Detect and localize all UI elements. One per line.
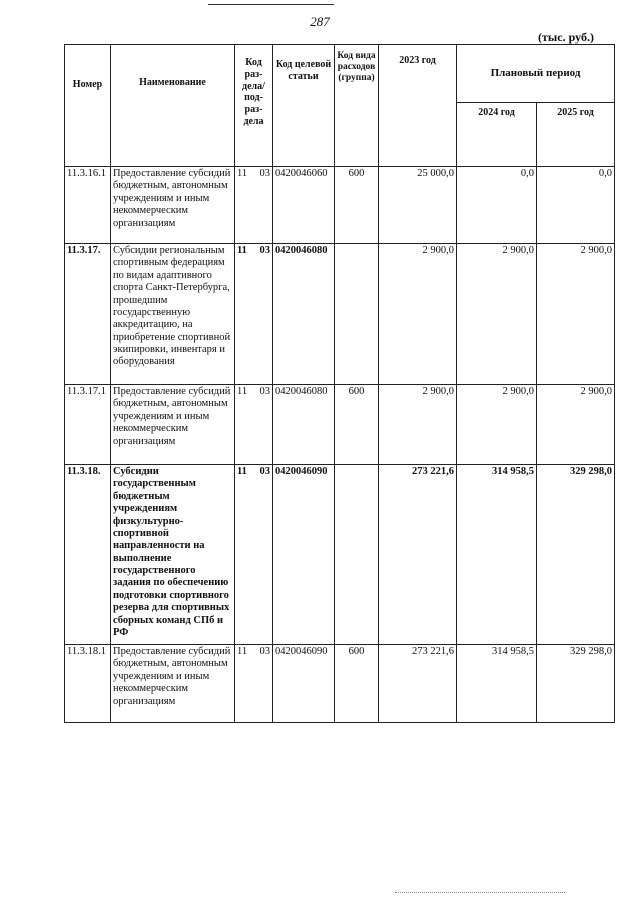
row-2023: 273 221,6 [379,645,457,723]
row-2025: 2 900,0 [537,244,615,385]
row-number: 11.3.18. [65,465,111,645]
row-number: 11.3.16.1 [65,167,111,244]
row-2024: 2 900,0 [457,385,537,465]
header-number: Номер [65,45,111,167]
row-section-code: 11 03 [235,385,273,465]
header-2025: 2025 год [537,103,615,167]
row-2023: 273 221,6 [379,465,457,645]
header-expense-code: Код вида расходов (группа) [335,45,379,167]
row-2023: 2 900,0 [379,244,457,385]
header-2024: 2024 год [457,103,537,167]
row-expense-code: 600 [335,167,379,244]
row-name: Субсидии государственным бюджетным учреждениям физкультурно-спортивной направленности на выполнение государственного задания по обеспечению подготовки спортивного резерва для спортивных сборных команд СПб и РФ [111,465,235,645]
header-plan-period: Плановый период [457,45,615,103]
row-section-code: 11 03 [235,465,273,645]
row-2025: 329 298,0 [537,645,615,723]
header-section-code: Код раз-дела/ под-раз-дела [235,45,273,167]
row-name: Предоставление субсидий бюджетным, автономным учреждениям и иным некоммерческим организациям [111,645,235,723]
table-row [65,645,615,723]
row-section-code: 11 03 [235,645,273,723]
row-expense-code: 600 [335,645,379,723]
header-name: Наименование [111,45,235,167]
row-target-code: 0420046080 [273,244,335,385]
row-expense-code [335,465,379,645]
row-2024: 0,0 [457,167,537,244]
row-name: Предоставление субсидий бюджетным, автономным учреждениям и иным некоммерческим организациям [111,385,235,465]
row-number: 11.3.18.1 [65,645,111,723]
header-target-code: Код целевой статьи [273,45,335,167]
row-2025: 2 900,0 [537,385,615,465]
units-label: (тыс. руб.) [538,30,594,44]
header-2023: 2023 год [379,45,457,167]
row-section-code: 11 03 [235,244,273,385]
row-name: Субсидии региональным спортивным федерациям по видам адаптивного спорта Санкт-Петербурга, прошедшим государственную аккредитацию, на приобретение спортивной экипировки, инвентаря и оборудования [111,244,235,385]
row-2023: 2 900,0 [379,385,457,465]
row-2024: 314 958,5 [457,645,537,723]
row-expense-code: 600 [335,385,379,465]
row-expense-code [335,244,379,385]
row-2025: 0,0 [537,167,615,244]
row-2024: 2 900,0 [457,244,537,385]
budget-table [64,44,615,723]
bottom-rule [395,892,565,893]
top-rule [208,4,334,5]
row-2023: 25 000,0 [379,167,457,244]
row-name: Предоставление субсидий бюджетным, автономным учреждениям и иным некоммерческим организациям [111,167,235,244]
row-2025: 329 298,0 [537,465,615,645]
row-number: 11.3.17.1 [65,385,111,465]
header-row [65,45,615,103]
table-row [65,167,615,244]
table-row [65,465,615,645]
row-number: 11.3.17. [65,244,111,385]
row-target-code: 0420046060 [273,167,335,244]
row-2024: 314 958,5 [457,465,537,645]
row-target-code: 0420046090 [273,465,335,645]
row-section-code: 11 03 [235,167,273,244]
row-target-code: 0420046080 [273,385,335,465]
page-number: 287 [310,14,330,29]
row-target-code: 0420046090 [273,645,335,723]
table-row [65,385,615,465]
table-row [65,244,615,385]
